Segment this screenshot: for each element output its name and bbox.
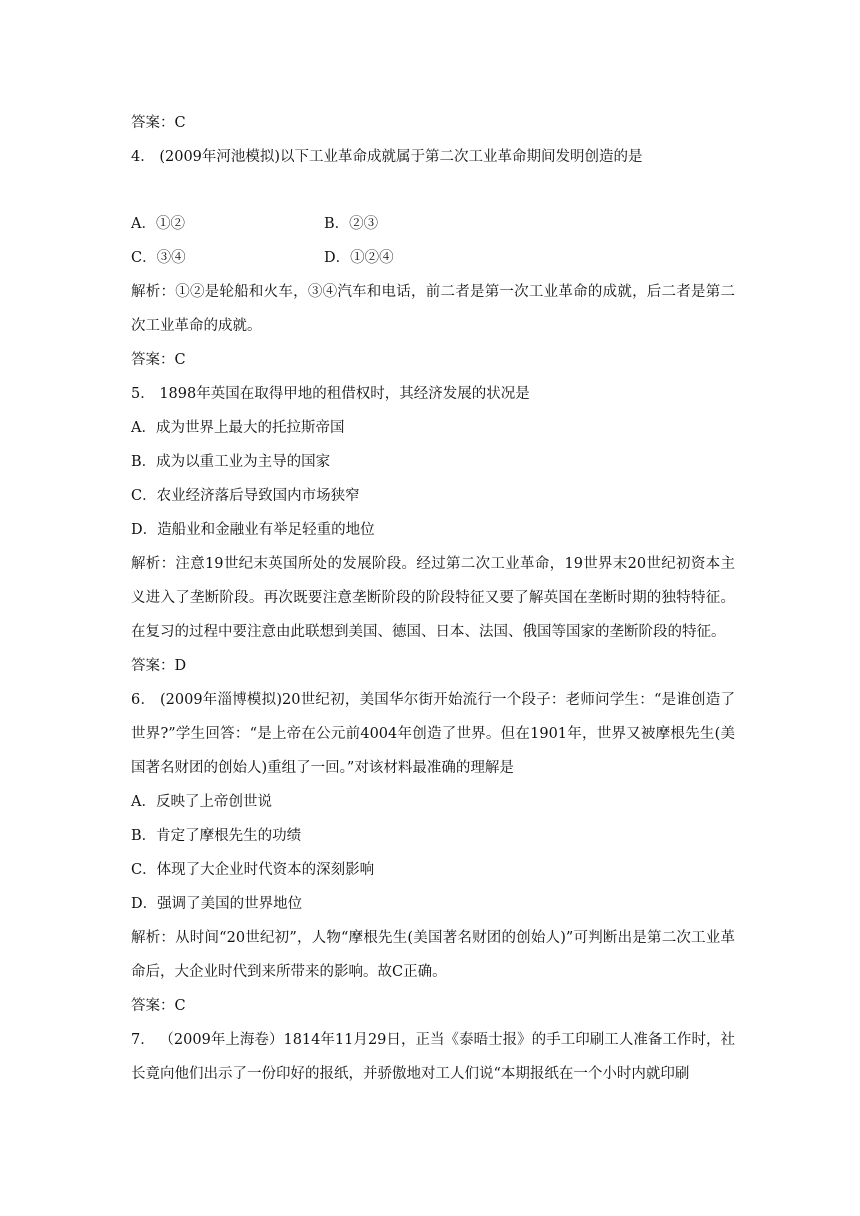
q6-analysis: 解析：从时间“20世纪初”，人物“摩根先生(美国著名财团的创始人)”可判断出是第二次工业革命后，大企业时代到来所带来的影响。故C正确。 [131, 930, 735, 980]
q4-answer: 答案：C [131, 352, 186, 368]
q5-option-c: C．农业经济落后导致国内市场狭窄 [131, 488, 360, 504]
q6-option-a: A．反映了上帝创世说 [131, 794, 272, 810]
q5-option-d: D．造船业和金融业有举足轻重的地位 [131, 522, 375, 538]
q4-option-c: C．③④ [131, 250, 186, 266]
document-page [131, 112, 735, 1091]
q6-option-d: D．强调了美国的世界地位 [131, 896, 303, 912]
q6-stem: 6． (2009年淄博模拟)20世纪初，美国华尔街开始流行一个段子：老师问学生：“是谁创造了世界?”学生回答：“是上帝在公元前4004年创造了世界。但在1901年，世界又被摩根先生(美国著名财团的创始人)重组了一回。”对该材料最准确的理解是 [131, 692, 735, 776]
q5-option-a: A．成为世界上最大的托拉斯帝国 [131, 420, 345, 436]
q4-stem: 4． (2009年河池模拟)以下工业革命成就属于第二次工业革命期间发明创造的是 [131, 149, 643, 165]
q6-answer: 答案：C [131, 998, 186, 1014]
q4-option-d: D．①②④ [324, 250, 394, 266]
q4-option-b: B．②③ [324, 216, 379, 232]
q5-analysis: 解析：注意19世纪末英国所处的发展阶段。经过第二次工业革命，19世界末20世纪初资本主义进入了垄断阶段。再次既要注意垄断阶段的阶段特征又要了解英国在垄断时期的独特特征。在复习的过程中要注意由此联想到美国、德国、日本、法国、俄国等国家的垄断阶段的特征。 [131, 556, 735, 640]
q5-answer: 答案：D [131, 658, 187, 674]
q5-stem: 5． 1898年英国在取得甲地的租借权时，其经济发展的状况是 [131, 386, 530, 402]
q4-analysis: 解析：①②是轮船和火车，③④汽车和电话，前二者是第一次工业革命的成就，后二者是第二次工业革命的成就。 [131, 284, 735, 334]
q4-options-row-2 [131, 247, 735, 269]
q5-option-b: B．成为以重工业为主导的国家 [131, 454, 331, 470]
q3-answer: 答案：C [131, 115, 186, 131]
q6-option-b: B．肯定了摩根先生的功绩 [131, 828, 302, 844]
q4-options-row-1 [131, 213, 735, 235]
q4-option-a: A．①② [131, 216, 185, 232]
q6-option-c: C．体现了大企业时代资本的深刻影响 [131, 862, 375, 878]
q7-stem: 7． （2009年上海卷）1814年11月29日，正当《泰晤士报》的手工印刷工人准备工作时，社长竟向他们出示了一份印好的报纸，并骄傲地对工人们说“本期报纸在一个小时内就印刷 [131, 1032, 735, 1082]
